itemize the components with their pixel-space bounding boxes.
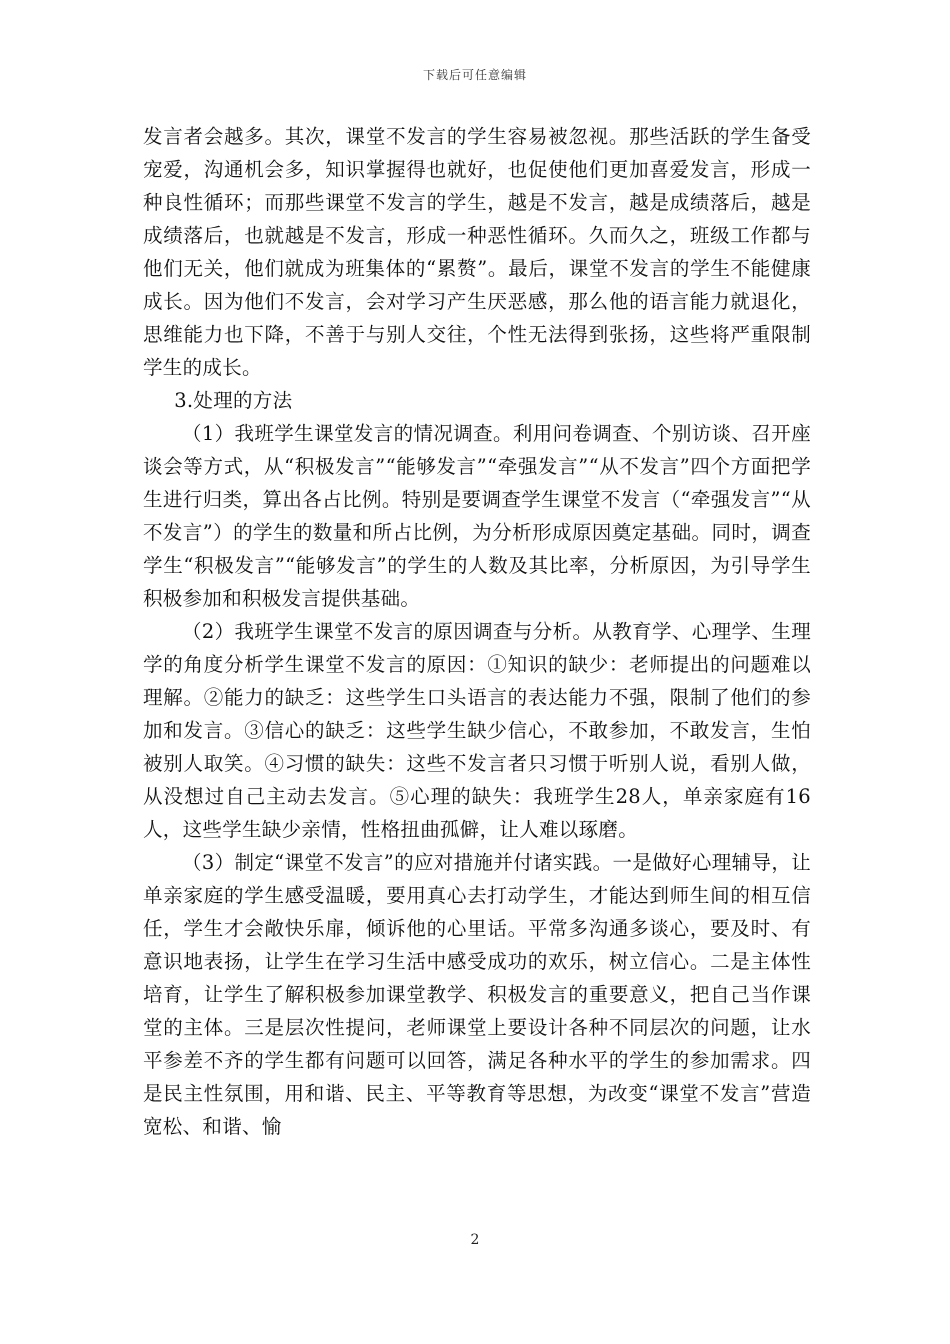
document-body [143,120,811,1143]
paragraph-countermeasures: （3）制定“课堂不发言”的应对措施并付诸实践。一是做好心理辅导，让单亲家庭的学生感受温暖，要用真心去打动学生，才能达到师生间的相互信任，学生才会敞快乐扉，倾诉他的心里话。平常多沟通多谈心，要及时、有意识地表扬，让学生在学习生活中感受成功的欢乐，树立信心。二是主体性培育，让学生了解积极参加课堂教学、积极发言的重要意义，把自己当作课堂的主体。三是层次性提问，老师课堂上要设计各种不同层次的问题，让水平参差不齐的学生都有问题可以回答，满足各种水平的学生的参加需求。四是民主性氛围，用和谐、民主、平等教育等思想，为改变“课堂不发言”营造宽松、和谐、愉 [143,851,811,1138]
page-number: 2 [470,1232,480,1248]
paragraph-cause-analysis: （2）我班学生课堂不发言的原因调查与分析。从教育学、心理学、生理学的角度分析学生课堂不发言的原因：①知识的缺少：老师提出的问题难以理解。②能力的缺乏：这些学生口头语言的表达能力不强，限制了他们的参加和发言。③信心的缺乏：这些学生缺少信心，不敢参加，不敢发言，生怕被别人取笑。④习惯的缺失：这些不发言者只习惯于听别人说，看别人做，从没想过自己主动去发言。⑤心理的缺失：我班学生28人，单亲家庭有16人，这些学生缺少亲情，性格扭曲孤僻，让人难以琢磨。 [143,620,811,841]
section-heading: 3.处理的方法 [174,389,293,412]
page-header: 下载后可任意编辑 [422,68,527,82]
paragraph-continuation: 发言者会越多。其次，课堂不发言的学生容易被忽视。那些活跃的学生备受宠爱，沟通机会多，知识掌握得也就好，也促使他们更加喜爱发言，形成一种良性循环；而那些课堂不发言的学生，越是不发言，越是成绩落后，越是成绩落后，也就越是不发言，形成一种恶性循环。久而久之，班级工作都与他们无关，他们就成为班集体的“累赘”。最后，课堂不发言的学生不能健康成长。因为他们不发言，会对学习产生厌恶感，那么他的语言能力就退化，思维能力也下降，不善于与别人交往，个性无法得到张扬，这些将严重限制学生的成长。 [143,125,811,379]
paragraph-survey: （1）我班学生课堂发言的情况调查。利用问卷调查、个别访谈、召开座谈会等方式，从“积极发言”“能够发言”“牵强发言”“从不发言”四个方面把学生进行归类，算出各占比例。特别是要调查学生课堂不发言（“牵强发言”“从不发言”）的学生的数量和所占比例，为分析形成原因奠定基础。同时，调查学生“积极发言”“能够发言”的学生的人数及其比率，分析原因，为引导学生积极参加和积极发言提供基础。 [143,422,811,610]
